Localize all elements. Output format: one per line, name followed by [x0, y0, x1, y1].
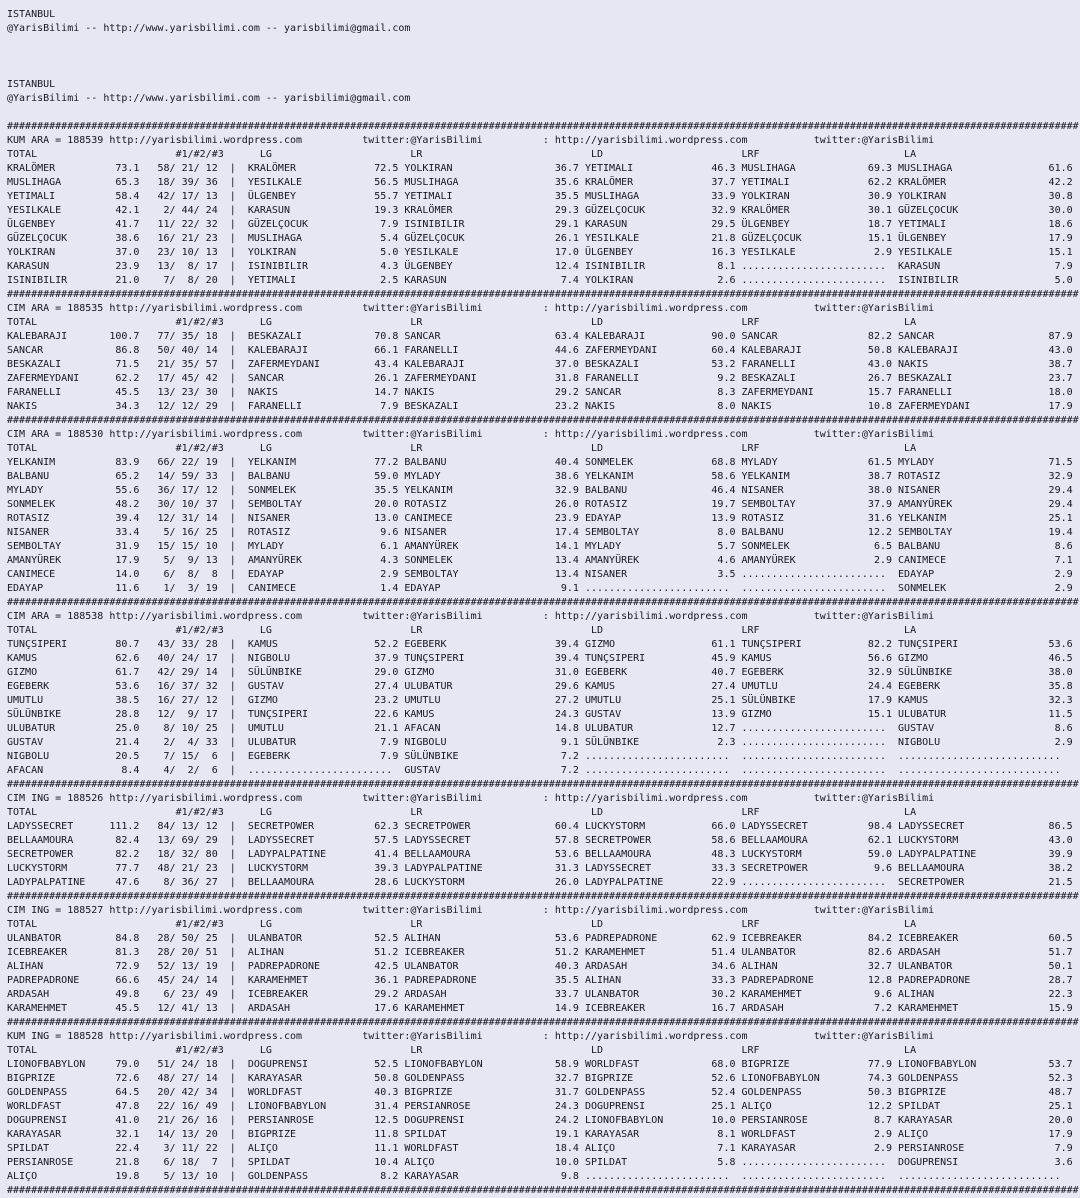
- section-separator: ##################################################################################################################################################################################: [7, 597, 1079, 608]
- section-separator: ##################################################################################################################################################################################: [7, 1017, 1079, 1028]
- table-row: ICEBREAKER 81.3 28/ 20/ 51 | ALIHAN 51.2 ICEBREAKER 51.2 KARAMEHMET 51.4 ULANBATOR 82.6 ARDASAH 51.7: [7, 947, 1073, 958]
- section-header: CIM ARA = 188538 http://yarisbilimi.wordpress.com twitter:@YarisBilimi : http://yarisbilimi.wordpress.com twitter:@YarisBilimi: [7, 611, 935, 622]
- table-row: BALBANU 65.2 14/ 59/ 33 | BALBANU 59.0 MYLADY 38.6 YELKANIM 58.6 YELKANIM 38.7 ROTASIZ 32.9: [7, 471, 1073, 482]
- table-row: ROTASIZ 39.4 12/ 31/ 14 | NISANER 13.0 CANIMECE 23.9 EDAYAP 13.9 ROTASIZ 31.6 YELKANIM 25.1: [7, 513, 1073, 524]
- table-row: FARANELLI 45.5 13/ 23/ 30 | NAKIS 14.7 NAKIS 29.2 SANCAR 8.3 ZAFERMEYDANI 15.7 FARANELLI 18.0: [7, 387, 1073, 398]
- report-body: [7, 120, 1080, 1198]
- table-row: ALIÇO 19.8 5/ 13/ 10 | GOLDENPASS 8.2 KARAYASAR 9.8 ........................ ........................ ...........................: [7, 1171, 1073, 1182]
- table-row: LADYSSECRET 111.2 84/ 13/ 12 | SECRETPOWER 62.3 SECRETPOWER 60.4 LUCKYSTORM 66.0 LADYSSECRET 98.4 LADYSSECRET 86.5: [7, 821, 1073, 832]
- intro-contact-line-1: @YarisBilimi -- http://www.yarisbilimi.com -- yarisbilimi@gmail.com: [7, 23, 411, 34]
- table-row: BELLAAMOURA 82.4 13/ 69/ 29 | LADYSSECRET 57.5 LADYSSECRET 57.8 SECRETPOWER 58.6 BELLAAMOURA 62.1 LUCKYSTORM 43.0: [7, 835, 1073, 846]
- column-header-row: TOTAL #1/#2/#3 LG LR LD LRF LA: [7, 149, 917, 160]
- table-row: YETIMALI 58.4 42/ 17/ 13 | ÜLGENBEY 55.7 YETIMALI 35.5 MUSLIHAGA 33.9 YOLKIRAN 30.9 YOLKIRAN 30.8: [7, 191, 1073, 202]
- section-cim-ing-188527: [7, 890, 1080, 1016]
- table-row: ALIHAN 72.9 52/ 13/ 19 | PADREPADRONE 42.5 ULANBATOR 40.3 ARDASAH 34.6 ALIHAN 32.7 ULANBATOR 50.1: [7, 961, 1073, 972]
- table-row: NAKIS 34.3 12/ 12/ 29 | FARANELLI 7.9 BESKAZALI 23.2 NAKIS 8.0 NAKIS 10.8 ZAFERMEYDANI 17.9: [7, 401, 1073, 412]
- table-row: GÜZELÇOCUK 38.6 16/ 21/ 23 | MUSLIHAGA 5.4 GÜZELÇOCUK 26.1 YESILKALE 21.8 GÜZELÇOCUK 15.1 ÜLGENBEY 17.9: [7, 233, 1073, 244]
- section-separator: ##################################################################################################################################################################################: [7, 779, 1079, 790]
- section-cim-ara-188530: [7, 414, 1080, 596]
- section-header: KUM ARA = 188539 http://yarisbilimi.wordpress.com twitter:@YarisBilimi : http://yarisbilimi.wordpress.com twitter:@YarisBilimi: [7, 135, 935, 146]
- table-row: LUCKYSTORM 77.7 48/ 21/ 23 | LUCKYSTORM 39.3 LADYPALPATINE 31.3 LADYSSECRET 33.3 SECRETPOWER 9.6 BELLAAMOURA 38.2: [7, 863, 1073, 874]
- section-header: KUM ING = 188528 http://yarisbilimi.wordpress.com twitter:@YarisBilimi : http://yarisbilimi.wordpress.com twitter:@YarisBilimi: [7, 1031, 935, 1042]
- table-row: GOLDENPASS 64.5 20/ 42/ 34 | WORLDFAST 40.3 BIGPRIZE 31.7 GOLDENPASS 52.4 GOLDENPASS 50.3 BIGPRIZE 48.7: [7, 1087, 1073, 1098]
- table-row: GIZMO 61.7 42/ 29/ 14 | SÜLÜNBIKE 29.0 GIZMO 31.0 EGEBERK 40.7 EGEBERK 32.9 SÜLÜNBIKE 38.0: [7, 667, 1073, 678]
- table-row: ARDASAH 49.8 6/ 23/ 49 | ICEBREAKER 29.2 ARDASAH 33.7 ULANBATOR 30.2 KARAMEHMET 9.6 ALIHAN 22.3: [7, 989, 1073, 1000]
- section-header: CIM ING = 188526 http://yarisbilimi.wordpress.com twitter:@YarisBilimi : http://yarisbilimi.wordpress.com twitter:@YarisBilimi: [7, 793, 935, 804]
- column-header-row: TOTAL #1/#2/#3 LG LR LD LRF LA: [7, 625, 917, 636]
- column-header-row: TOTAL #1/#2/#3 LG LR LD LRF LA: [7, 807, 917, 818]
- table-row: EGEBERK 53.6 16/ 37/ 32 | GUSTAV 27.4 ULUBATUR 29.6 KAMUS 27.4 UMUTLU 24.4 EGEBERK 35.8: [7, 681, 1073, 692]
- table-row: SEMBOLTAY 31.9 15/ 15/ 10 | MYLADY 6.1 AMANYÜREK 14.1 MYLADY 5.7 SONMELEK 6.5 BALBANU 8.6: [7, 541, 1073, 552]
- blank-line: [7, 64, 1080, 78]
- section-cim-ing-188526: [7, 778, 1080, 890]
- table-row: LIONOFBABYLON 79.0 51/ 24/ 18 | DOGUPRENSI 52.5 LIONOFBABYLON 58.9 WORLDFAST 68.0 BIGPRIZE 77.9 LIONOFBABYLON 53.7: [7, 1059, 1073, 1070]
- table-row: NIGBOLU 20.5 7/ 15/ 6 | EGEBERK 7.9 SÜLÜNBIKE 7.2 ........................ ........................ ...........................: [7, 751, 1073, 762]
- table-row: ULANBATOR 84.8 28/ 50/ 25 | ULANBATOR 52.5 ALIHAN 53.6 PADREPADRONE 62.9 ICEBREAKER 84.2 ICEBREAKER 60.5: [7, 933, 1073, 944]
- section-separator: ##################################################################################################################################################################################: [7, 1185, 1079, 1196]
- table-row: SÜLÜNBIKE 28.8 12/ 9/ 17 | TUNÇSIPERI 22.6 KAMUS 24.3 GUSTAV 13.9 GIZMO 15.1 ULUBATUR 11.5: [7, 709, 1073, 720]
- table-row: GUSTAV 21.4 2/ 4/ 33 | ULUBATUR 7.9 NIGBOLU 9.1 SÜLÜNBIKE 2.3 ........................ NIGBOLU 2.9: [7, 737, 1073, 748]
- table-row: KARAMEHMET 45.5 12/ 41/ 13 | ARDASAH 17.6 KARAMEHMET 14.9 ICEBREAKER 16.7 ARDASAH 7.2 KARAMEHMET 15.9: [7, 1003, 1073, 1014]
- table-row: LADYPALPATINE 47.6 8/ 36/ 27 | BELLAAMOURA 28.6 LUCKYSTORM 26.0 LADYPALPATINE 22.9 ........................ SECRETPOWER 21.5: [7, 877, 1073, 888]
- intro-city-line-1: ISTANBUL: [7, 9, 56, 20]
- section-cim-ara-188538: [7, 596, 1080, 778]
- table-row: BIGPRIZE 72.6 48/ 27/ 14 | KARAYASAR 50.8 GOLDENPASS 32.7 BIGPRIZE 52.6 LIONOFBABYLON 74.3 GOLDENPASS 52.3: [7, 1073, 1073, 1084]
- table-row: SPILDAT 22.4 3/ 11/ 22 | ALIÇO 11.1 WORLDFAST 18.4 ALIÇO 7.1 KARAYASAR 2.9 PERSIANROSE 7.9: [7, 1143, 1073, 1154]
- table-row: KARASUN 23.9 13/ 8/ 17 | ISINIBILIR 4.3 ÜLGENBEY 12.4 ISINIBILIR 8.1 ........................ KARASUN 7.9: [7, 261, 1073, 272]
- section-kum-ara-188539: [7, 120, 1080, 288]
- table-row: ZAFERMEYDANI 62.2 17/ 45/ 42 | SANCAR 26.1 ZAFERMEYDANI 31.8 FARANELLI 9.2 BESKAZALI 26.7 BESKAZALI 23.7: [7, 373, 1073, 384]
- blank-line: [7, 50, 1080, 64]
- column-header-row: TOTAL #1/#2/#3 LG LR LD LRF LA: [7, 919, 917, 930]
- table-row: BESKAZALI 71.5 21/ 35/ 57 | ZAFERMEYDANI 43.4 KALEBARAJI 37.0 BESKAZALI 53.2 FARANELLI 43.0 NAKIS 38.7: [7, 359, 1073, 370]
- table-row: KARAYASAR 32.1 14/ 13/ 20 | BIGPRIZE 11.8 SPILDAT 19.1 KARAYASAR 8.1 WORLDFAST 2.9 ALIÇO 17.9: [7, 1129, 1073, 1140]
- section-header: CIM ING = 188527 http://yarisbilimi.wordpress.com twitter:@YarisBilimi : http://yarisbilimi.wordpress.com twitter:@YarisBilimi: [7, 905, 935, 916]
- table-row: YOLKIRAN 37.0 23/ 10/ 13 | YOLKIRAN 5.0 YESILKALE 17.0 ÜLGENBEY 16.3 YESILKALE 2.9 YESILKALE 15.1: [7, 247, 1073, 258]
- table-row: PADREPADRONE 66.6 45/ 24/ 14 | KARAMEHMET 36.1 PADREPADRONE 35.5 ALIHAN 33.3 PADREPADRONE 12.8 PADREPADRONE 28.7: [7, 975, 1073, 986]
- table-row: KAMUS 62.6 40/ 24/ 17 | NIGBOLU 37.9 TUNÇSIPERI 39.4 TUNÇSIPERI 45.9 KAMUS 56.6 GIZMO 46.5: [7, 653, 1073, 664]
- table-row: YELKANIM 83.9 66/ 22/ 19 | YELKANIM 77.2 BALBANU 40.4 SONMELEK 68.8 MYLADY 61.5 MYLADY 71.5: [7, 457, 1073, 468]
- section-header: CIM ARA = 188530 http://yarisbilimi.wordpress.com twitter:@YarisBilimi : http://yarisbilimi.wordpress.com twitter:@YarisBilimi: [7, 429, 935, 440]
- section-cim-ara-188535: [7, 288, 1080, 414]
- section-kum-ing-188528: [7, 1016, 1080, 1184]
- column-header-row: TOTAL #1/#2/#3 LG LR LD LRF LA: [7, 443, 917, 454]
- section-separator: ##################################################################################################################################################################################: [7, 289, 1079, 300]
- section-separator: ##################################################################################################################################################################################: [7, 415, 1079, 426]
- table-row: NISANER 33.4 5/ 16/ 25 | ROTASIZ 9.6 NISANER 17.4 SEMBOLTAY 8.0 BALBANU 12.2 SEMBOLTAY 19.4: [7, 527, 1073, 538]
- table-row: SONMELEK 48.2 30/ 10/ 37 | SEMBOLTAY 20.0 ROTASIZ 26.0 ROTASIZ 19.7 SEMBOLTAY 37.9 AMANYÜREK 29.4: [7, 499, 1073, 510]
- blank-line: [7, 36, 1080, 50]
- intro-city-line-2: ISTANBUL: [7, 79, 56, 90]
- table-row: ISINIBILIR 21.0 7/ 8/ 20 | YETIMALI 2.5 KARASUN 7.4 YOLKIRAN 2.6 ........................ ISINIBILIR 5.0: [7, 275, 1073, 286]
- table-row: MYLADY 55.6 36/ 17/ 12 | SONMELEK 35.5 YELKANIM 32.9 BALBANU 46.4 NISANER 38.0 NISANER 29.4: [7, 485, 1073, 496]
- table-row: DOGUPRENSI 41.0 21/ 26/ 16 | PERSIANROSE 12.5 DOGUPRENSI 24.2 LIONOFBABYLON 10.0 PERSIANROSE 8.7 KARAYASAR 20.0: [7, 1115, 1073, 1126]
- table-row: SECRETPOWER 82.2 18/ 32/ 80 | LADYPALPATINE 41.4 BELLAAMOURA 53.6 BELLAAMOURA 48.3 LUCKYSTORM 59.0 LADYPALPATINE 39.9: [7, 849, 1073, 860]
- table-row: ÜLGENBEY 41.7 11/ 22/ 32 | GÜZELÇOCUK 7.9 ISINIBILIR 29.1 KARASUN 29.5 ÜLGENBEY 18.7 YETIMALI 18.6: [7, 219, 1073, 230]
- table-row: AFACAN 8.4 4/ 2/ 6 | ........................ GUSTAV 7.2 ........................ ........................ ...........................: [7, 765, 1073, 776]
- table-row: PERSIANROSE 21.8 6/ 18/ 7 | SPILDAT 10.4 ALIÇO 10.0 SPILDAT 5.8 ........................ DOGUPRENSI 3.6: [7, 1157, 1073, 1168]
- table-row: ULUBATUR 25.0 8/ 10/ 25 | UMUTLU 21.1 AFACAN 14.8 ULUBATUR 12.7 ........................ GUSTAV 8.6: [7, 723, 1073, 734]
- table-row: AMANYÜREK 17.9 5/ 9/ 13 | AMANYÜREK 4.3 SONMELEK 13.4 AMANYÜREK 4.6 AMANYÜREK 2.9 CANIMECE 7.1: [7, 555, 1073, 566]
- table-row: SANCAR 86.8 50/ 40/ 14 | KALEBARAJI 66.1 FARANELLI 44.6 ZAFERMEYDANI 60.4 KALEBARAJI 50.8 KALEBARAJI 43.0: [7, 345, 1073, 356]
- section-separator: ##################################################################################################################################################################################: [7, 121, 1079, 132]
- table-row: CANIMECE 14.0 6/ 8/ 8 | EDAYAP 2.9 SEMBOLTAY 13.4 NISANER 3.5 ........................ EDAYAP 2.9: [7, 569, 1073, 580]
- section-separator: ##################################################################################################################################################################################: [7, 891, 1079, 902]
- column-header-row: TOTAL #1/#2/#3 LG LR LD LRF LA: [7, 317, 917, 328]
- blank-line: [7, 106, 1080, 120]
- table-row: YESILKALE 42.1 2/ 44/ 24 | KARASUN 19.3 KRALÖMER 29.3 GÜZELÇOCUK 32.9 KRALÖMER 30.1 GÜZELÇOCUK 30.0: [7, 205, 1073, 216]
- table-row: EDAYAP 11.6 1/ 3/ 19 | CANIMECE 1.4 EDAYAP 9.1 ........................ ........................ SONMELEK 2.9: [7, 583, 1073, 594]
- table-row: UMUTLU 38.5 16/ 27/ 12 | GIZMO 23.2 UMUTLU 27.2 UMUTLU 25.1 SÜLÜNBIKE 17.9 KAMUS 32.3: [7, 695, 1073, 706]
- table-row: MUSLIHAGA 65.3 18/ 39/ 36 | YESILKALE 56.5 MUSLIHAGA 35.6 KRALÖMER 37.7 YETIMALI 62.2 KRALÖMER 42.2: [7, 177, 1073, 188]
- table-row: TUNÇSIPERI 80.7 43/ 33/ 28 | KAMUS 52.2 EGEBERK 39.4 GIZMO 61.1 TUNÇSIPERI 82.2 TUNÇSIPERI 53.6: [7, 639, 1073, 650]
- column-header-row: TOTAL #1/#2/#3 LG LR LD LRF LA: [7, 1045, 917, 1056]
- intro-contact-line-2: @YarisBilimi -- http://www.yarisbilimi.com -- yarisbilimi@gmail.com: [7, 93, 411, 104]
- table-row: KRALÖMER 73.1 58/ 21/ 12 | KRALÖMER 72.5 YOLKIRAN 36.7 YETIMALI 46.3 MUSLIHAGA 69.3 MUSLIHAGA 61.6: [7, 163, 1073, 174]
- section-header: CIM ARA = 188535 http://yarisbilimi.wordpress.com twitter:@YarisBilimi : http://yarisbilimi.wordpress.com twitter:@YarisBilimi: [7, 303, 935, 314]
- table-row: WORLDFAST 47.8 22/ 16/ 49 | LIONOFBABYLON 31.4 PERSIANROSE 24.3 DOGUPRENSI 25.1 ALIÇO 12.2 SPILDAT 25.1: [7, 1101, 1073, 1112]
- table-row: KALEBARAJI 100.7 77/ 35/ 18 | BESKAZALI 70.8 SANCAR 63.4 KALEBARAJI 90.0 SANCAR 82.2 SANCAR 87.9: [7, 331, 1073, 342]
